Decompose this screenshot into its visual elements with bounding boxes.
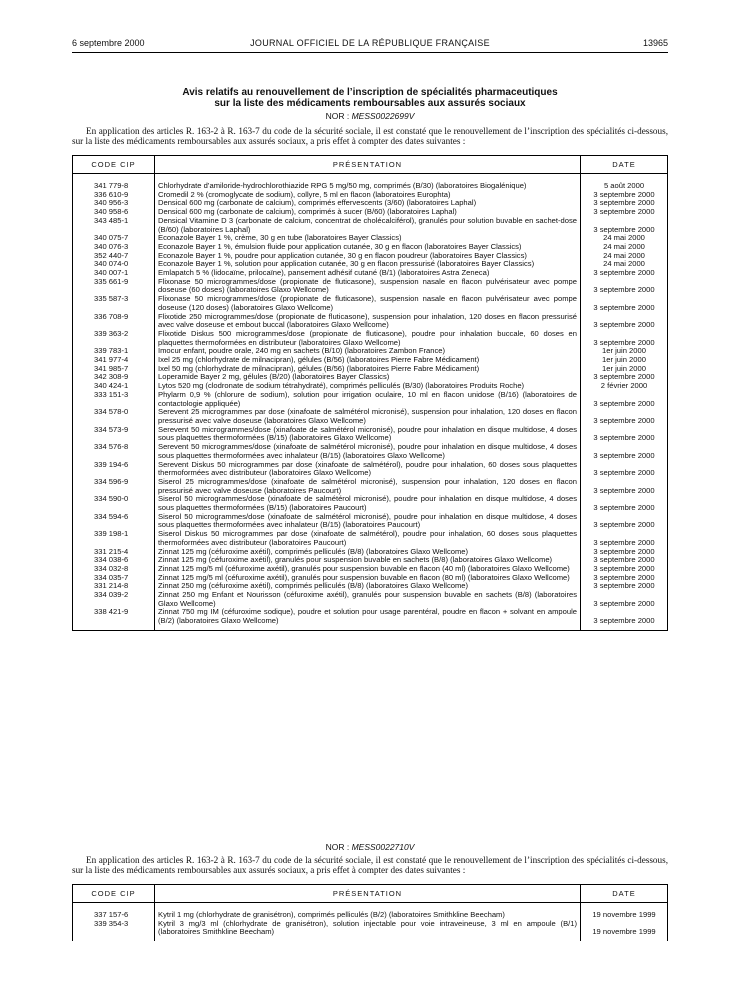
effective-date: 3 septembre 2000 [581, 208, 668, 217]
presentation-text: Ixel 25 mg (chlorhydrate de milnacipran), gélules (B/56) (laboratoires Pierre Fabre Médicament) [155, 356, 581, 365]
presentation-text: Densical 600 mg (carbonate de calcium), comprimés effervescents (3/60) (laboratoires Laphal) [155, 199, 581, 208]
presentation-text: Serevent Diskus 50 microgrammes par dose (xinafoate de salmétérol), poudre pour inhalation, 60 doses sous plaquettes thermoformées avec distributeur (laboratoires Glaxo Wellcome) [155, 461, 581, 478]
effective-date: 24 mai 2000 [581, 243, 668, 252]
presentation-text: Lytos 520 mg (clodronate de sodium tétrahydraté), comprimés pelliculés (B/30) (laboratoires Produits Roche) [155, 382, 581, 391]
cip-code: 340 074-0 [73, 260, 155, 269]
effective-date: 19 novembre 1999 [581, 911, 668, 920]
column-header-date: DATE [581, 156, 668, 174]
cip-code: 340 075-7 [73, 234, 155, 243]
presentation-text: Siserol 50 microgrammes/dose (xinafoate de salmétérol micronisé), poudre pour inhalation en disque multidose, 4 doses sous plaquettes thermoformées (B/15) (laboratoires Paucourt) [155, 495, 581, 512]
column-header-cip: CODE CIP [73, 156, 155, 174]
effective-date: 3 septembre 2000 [581, 574, 668, 583]
effective-date: 3 septembre 2000 [581, 391, 668, 408]
presentation-text: Densical Vitamine D 3 (carbonate de calcium, concentrat de cholécalciférol), granulés pour solution buvable en sachet-dose (B/60) (laboratoires Laphal) [155, 217, 581, 234]
effective-date: 24 mai 2000 [581, 260, 668, 269]
intro-paragraph-2: En application des articles R. 163-2 à R. 163-7 du code de la sécurité sociale, il est constaté que le renouvellement de l’inscription des spécialités ci-dessous, sur la liste des médicaments remboursables aux assurés sociaux, a pris effet à compter des dates suivantes : [72, 855, 668, 875]
column-header-presentation: PRÉSENTATION [155, 156, 581, 174]
presentation-text: Zinnat 750 mg IM (céfuroxime sodique), poudre et solution pour usage parentéral, poudre en flacon + solvant en ampoule (B/2) (laboratoires Glaxo Wellcome) [155, 608, 581, 625]
cip-code: 339 783-1 [73, 347, 155, 356]
table-header-row [73, 885, 668, 903]
presentation-text: Chlorhydrate d’amiloride-hydrochlorothiazide RPG 5 mg/50 mg, comprimés (B/30) (laboratoires Biogalénique) [155, 182, 581, 191]
table-row [73, 330, 668, 347]
effective-date: 3 septembre 2000 [581, 269, 668, 278]
notice-title-line2: sur la liste des médicaments remboursables aux assurés sociaux [214, 98, 526, 109]
cip-code: 341 779-8 [73, 182, 155, 191]
nor-reference-1 [72, 111, 668, 121]
cip-code: 337 157-6 [73, 911, 155, 920]
effective-date: 3 septembre 2000 [581, 591, 668, 608]
presentation-text: Emlapatch 5 % (lidocaïne, prilocaïne), pansement adhésif cutané (B/1) (laboratoires Astra Zeneca) [155, 269, 581, 278]
effective-date: 3 septembre 2000 [581, 513, 668, 530]
presentation-text: Econazole Bayer 1 %, crème, 30 g en tube (laboratoires Bayer Classics) [155, 234, 581, 243]
cip-code: 341 985-7 [73, 365, 155, 374]
presentation-text: Econazole Bayer 1 %, poudre pour application cutanée, 30 g en flacon poudreur (laboratoires Bayer Classics) [155, 252, 581, 261]
effective-date: 1er juin 2000 [581, 365, 668, 374]
cip-code: 340 958-6 [73, 208, 155, 217]
cip-code: 334 594-6 [73, 513, 155, 530]
cip-code: 334 035-7 [73, 574, 155, 583]
nor-label: NOR : [325, 111, 350, 121]
presentation-text: Serevent 50 microgrammes/dose (xinafoate de salmétérol micronisé), poudre pour inhalation en disque multidose, 4 doses sous plaquettes thermoformées avec inhalateur (B/15) (laboratoires Glaxo Wellcome) [155, 443, 581, 460]
effective-date: 3 septembre 2000 [581, 530, 668, 547]
cip-code: 340 076-3 [73, 243, 155, 252]
cip-code: 339 363-2 [73, 330, 155, 347]
table-end-row [73, 937, 668, 941]
presentation-text: Serevent 25 microgrammes par dose (xinafoate de salmétérol micronisé), suspension pour inhalation, 120 doses en flacon pressurisé avec valve doseuse (laboratoires Glaxo Wellcome) [155, 408, 581, 425]
notice-title-line1: Avis relatifs au renouvellement de l’inscription de spécialités pharmaceutiques [182, 87, 558, 98]
presentation-text: Ixel 50 mg (chlorhydrate de milnacipran), gélules (B/56) (laboratoires Pierre Fabre Médicament) [155, 365, 581, 374]
cip-code: 331 214-8 [73, 582, 155, 591]
table-row [73, 608, 668, 625]
presentation-text: Zinnat 250 mg (céfuroxime axétil), comprimés pelliculés (B/8) (laboratoires Glaxo Wellcome) [155, 582, 581, 591]
table-row [73, 278, 668, 295]
cip-code: 340 424-1 [73, 382, 155, 391]
table-row [73, 313, 668, 330]
cip-code: 340 007-1 [73, 269, 155, 278]
presentation-text: Zinnat 125 mg (céfuroxime axétil), granulés pour suspension buvable en sachets (B/8) (laboratoires Glaxo Wellcome) [155, 556, 581, 565]
cip-code: 342 308-9 [73, 373, 155, 382]
cip-code: 334 032-8 [73, 565, 155, 574]
effective-date: 3 septembre 2000 [581, 461, 668, 478]
table-row [73, 217, 668, 234]
effective-date: 3 septembre 2000 [581, 556, 668, 565]
cip-code: 334 039-2 [73, 591, 155, 608]
presentation-text: Siserol Diskus 50 microgrammes par dose (xinafoate de salmétérol), poudre pour inhalation, 60 doses sous plaquettes thermoformées avec distributeur (laboratoires Paucourt) [155, 530, 581, 547]
effective-date: 3 septembre 2000 [581, 278, 668, 295]
effective-date: 3 septembre 2000 [581, 582, 668, 591]
nor-code: MESS0022710V [351, 842, 415, 852]
effective-date: 3 septembre 2000 [581, 565, 668, 574]
presentation-text: Flixonase 50 microgrammes/dose (propionate de fluticasone), suspension nasale en flacon pulvérisateur avec pompe doseuse (60 doses) (laboratoires Glaxo Wellcome) [155, 278, 581, 295]
effective-date: 3 septembre 2000 [581, 408, 668, 425]
cip-code: 335 587-3 [73, 295, 155, 312]
cip-code: 334 590-0 [73, 495, 155, 512]
column-header-date: DATE [581, 885, 668, 903]
presentation-text: Flixotide Diskus 500 microgrammes/dose (propionate de fluticasone), poudre pour inhalation buccale, 60 doses en plaquettes thermoformées en distributeur (laboratoires Glaxo Wellcome) [155, 330, 581, 347]
page-number: 13965 [642, 38, 668, 48]
table-row [73, 295, 668, 312]
effective-date: 3 septembre 2000 [581, 426, 668, 443]
cip-code: 331 215-4 [73, 548, 155, 557]
effective-date: 3 septembre 2000 [581, 608, 668, 625]
issue-date: 6 septembre 2000 [72, 38, 145, 48]
cip-code: 333 151-3 [73, 391, 155, 408]
effective-date: 3 septembre 2000 [581, 373, 668, 382]
presentation-text: Imocur enfant, poudre orale, 240 mg en sachets (B/10) (laboratoires Zambon France) [155, 347, 581, 356]
cip-code: 352 440-7 [73, 252, 155, 261]
cip-code: 334 573-9 [73, 426, 155, 443]
intro-paragraph-1: En application des articles R. 163-2 à R. 163-7 du code de la sécurité sociale, il est constaté que le renouvellement de l’inscription des spécialités ci-dessous, sur la liste des médicaments remboursables aux assurés sociaux, a pris effet à compter des dates suivantes : [72, 126, 668, 146]
effective-date: 19 novembre 1999 [581, 920, 668, 937]
presentation-text: Zinnat 250 mg Enfant et Nourisson (céfuroxime axétil), granulés pour suspension buvable en sachets (B/8) (laboratoires Glaxo Wellcome) [155, 591, 581, 608]
cip-code: 339 198-1 [73, 530, 155, 547]
presentation-text: Siserol 50 microgrammes/dose (xinafoate de salmétérol micronisé), poudre pour inhalation en disque multidose, 4 doses sous plaquettes thermoformées avec inhalateur (B/15) (laboratoires Paucourt) [155, 513, 581, 530]
effective-date: 3 septembre 2000 [581, 217, 668, 234]
presentation-text: Serevent 50 microgrammes/dose (xinafoate de salmétérol micronisé), poudre pour inhalation en disque multidose, 4 doses sous plaquettes thermoformées (B/15) (laboratoires Glaxo Wellcome) [155, 426, 581, 443]
table-row [73, 461, 668, 478]
effective-date: 24 mai 2000 [581, 234, 668, 243]
presentation-text: Siserol 25 microgrammes/dose (xinafoate de salmétérol micronisé), suspension pour inhalation, 120 doses en flacon pressurisé avec valve doseuse (laboratoires Paucourt) [155, 478, 581, 495]
table-end-row [73, 626, 668, 631]
presentation-text: Zinnat 125 mg/5 ml (céfuroxime axétil), granulés pour suspension buvable en flacon (40 ml) (laboratoires Glaxo Wellcome) [155, 565, 581, 574]
table-row [73, 426, 668, 443]
cip-code: 343 485-1 [73, 217, 155, 234]
table-row [73, 591, 668, 608]
effective-date: 3 septembre 2000 [581, 295, 668, 312]
effective-date: 1er juin 2000 [581, 347, 668, 356]
nor-code: MESS0022699V [351, 111, 415, 121]
presentation-text: Econazole Bayer 1 %, émulsion fluide pour application cutanée, 30 g en flacon (laboratoires Bayer Classics) [155, 243, 581, 252]
table-row [73, 478, 668, 495]
effective-date: 3 septembre 2000 [581, 478, 668, 495]
cip-code: 341 977-4 [73, 356, 155, 365]
presentation-text: Zinnat 125 mg/5 ml (céfuroxime axétil), granulés pour suspension buvable en flacon (80 ml) (laboratoires Glaxo Wellcome) [155, 574, 581, 583]
cip-code: 334 576-8 [73, 443, 155, 460]
table-row [73, 408, 668, 425]
effective-date: 3 septembre 2000 [581, 495, 668, 512]
presentation-text: Flixotide 250 microgrammes/dose (propionate de fluticasone), suspension pour inhalation, 120 doses en flacon pressurisé avec valve doseuse et embout buccal (laboratoires Glaxo Wellcome) [155, 313, 581, 330]
table-row [73, 391, 668, 408]
notice-title [72, 87, 668, 109]
specialties-table-2 [72, 884, 668, 941]
cip-code: 335 661-9 [73, 278, 155, 295]
presentation-text: Zinnat 125 mg (céfuroxime axétil), comprimés pelliculés (B/8) (laboratoires Glaxo Wellcome) [155, 548, 581, 557]
specialties-table-1 [72, 155, 668, 631]
presentation-text: Kytril 1 mg (chlorhydrate de granisétron), comprimés pelliculés (B/2) (laboratoires Smithkline Beecham) [155, 911, 581, 920]
effective-date: 3 septembre 2000 [581, 548, 668, 557]
table-row [73, 513, 668, 530]
cip-code: 339 354-3 [73, 920, 155, 937]
effective-date: 3 septembre 2000 [581, 330, 668, 347]
nor-label: NOR : [325, 842, 350, 852]
presentation-text: Densical 600 mg (carbonate de calcium), comprimés à sucer (B/60) (laboratoires Laphal) [155, 208, 581, 217]
cip-code: 336 708-9 [73, 313, 155, 330]
page-header [72, 38, 668, 53]
cip-code: 334 038-6 [73, 556, 155, 565]
cip-code: 338 421-9 [73, 608, 155, 625]
presentation-text: Kytril 3 mg/3 ml (chlorhydrate de granisétron), solution injectable pour voie intraveineuse, 3 ml en ampoule (B/1) (laboratoires Smithkline Beecham) [155, 920, 581, 937]
nor-reference-2 [72, 842, 668, 852]
cip-code: 340 956-3 [73, 199, 155, 208]
cip-code: 336 610-9 [73, 191, 155, 200]
journal-title: JOURNAL OFFICIEL DE LA RÉPUBLIQUE FRANÇAISE [250, 38, 490, 48]
table-header-row [73, 156, 668, 174]
table-row [73, 495, 668, 512]
cip-code: 339 194-6 [73, 461, 155, 478]
presentation-text: Econazole Bayer 1 %, solution pour application cutanée, 30 g en flacon pressurisé (laboratoires Bayer Classics) [155, 260, 581, 269]
effective-date: 3 septembre 2000 [581, 199, 668, 208]
presentation-text: Phylarm 0,9 % (chlorure de sodium), solution pour irrigation oculaire, 10 ml en flacon unidose (B/16) (laboratoires de contactologie appliquée) [155, 391, 581, 408]
table-row [73, 443, 668, 460]
effective-date: 3 septembre 2000 [581, 313, 668, 330]
effective-date: 5 août 2000 [581, 182, 668, 191]
effective-date: 3 septembre 2000 [581, 443, 668, 460]
effective-date: 3 septembre 2000 [581, 191, 668, 200]
effective-date: 1er juin 2000 [581, 356, 668, 365]
table-row [73, 530, 668, 547]
presentation-text: Loperamide Bayer 2 mg, gélules (B/20) (laboratoires Bayer Classics) [155, 373, 581, 382]
cip-code: 334 578-0 [73, 408, 155, 425]
presentation-text: Flixonase 50 microgrammes/dose (propionate de fluticasone), suspension nasale en flacon pulvérisateur avec pompe doseuse (120 doses) (laboratoires Glaxo Wellcome) [155, 295, 581, 312]
table-row [73, 920, 668, 937]
effective-date: 24 mai 2000 [581, 252, 668, 261]
cip-code: 334 596-9 [73, 478, 155, 495]
column-header-cip: CODE CIP [73, 885, 155, 903]
column-header-presentation: PRÉSENTATION [155, 885, 581, 903]
presentation-text: Cromedil 2 % (cromoglycate de sodium), collyre, 5 ml en flacon (laboratoires Europhta) [155, 191, 581, 200]
effective-date: 2 février 2000 [581, 382, 668, 391]
